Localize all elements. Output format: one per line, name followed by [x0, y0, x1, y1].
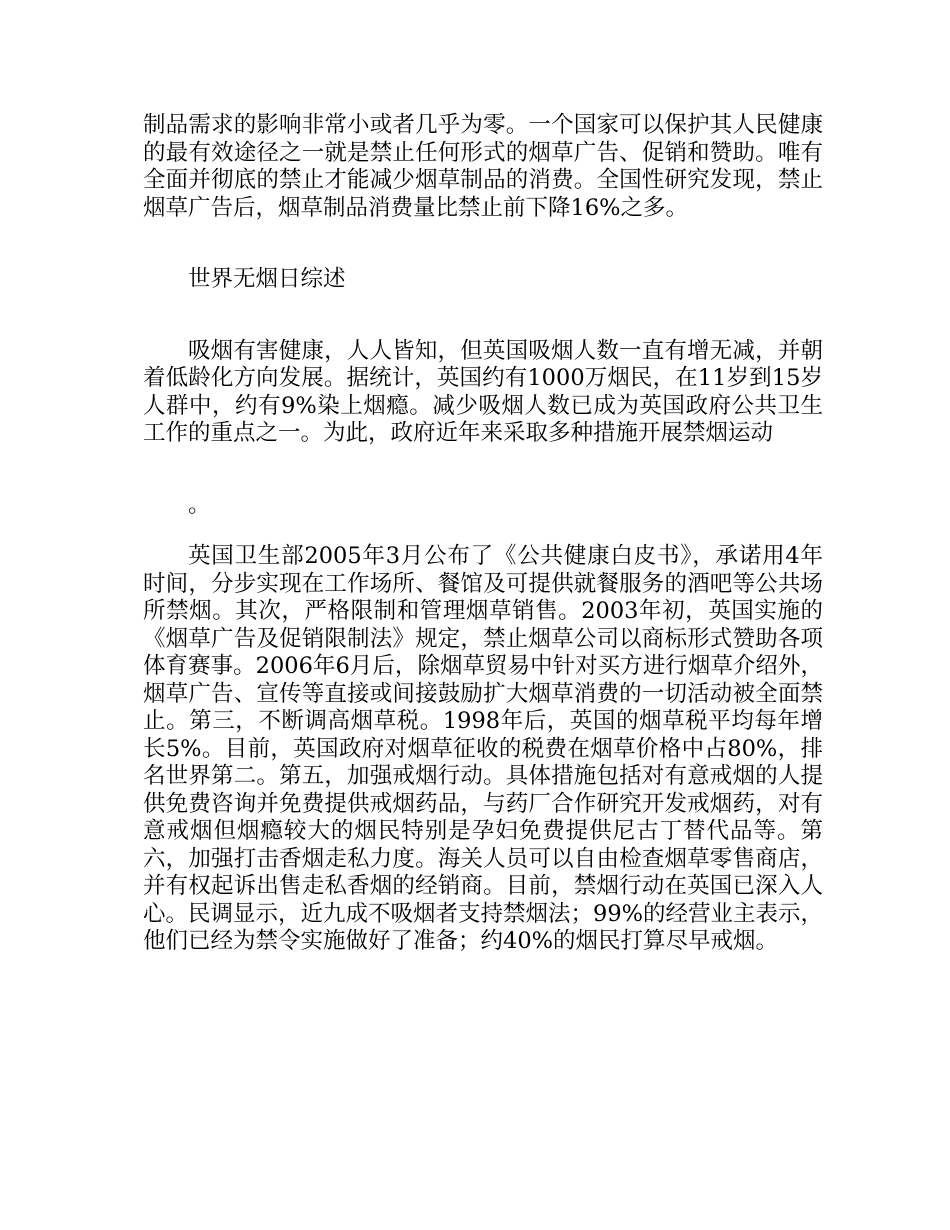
- paragraph-continuation: 制品需求的影响非常小或者几乎为零。一个国家可以保护其人民健康的最有效途径之一就是禁止任何形式的烟草广告、促销和赞助。唯有全面并彻底的禁止才能减少烟草制品的消费。全国性研究发现，禁止烟草广告后，烟草制品消费量比禁止前下降16%之多。: [143, 112, 823, 221]
- paragraph-uk-measures: 英国卫生部2005年3月公布了《公共健康白皮书》，承诺用4年时间，分步实现在工作场所、餐馆及可提供就餐服务的酒吧等公共场所禁烟。其次，严格限制和管理烟草销售。2003年初，英国实施的《烟草广告及促销限制法》规定，禁止烟草公司以商标形式赞助各项体育赛事。2006年6月后，除烟草贸易中针对买方进行烟草介绍外，烟草广告、宣传等直接或间接鼓励扩大烟草消费的一切活动被全面禁止。第三，不断调高烟草税。1998年后，英国的烟草税平均每年增长5%。目前，英国政府对烟草征收的税费在烟草价格中占80%，排名世界第二。第五，加强戒烟行动。具体措施包括对有意戒烟的人提供免费咨询并免费提供戒烟药品，与药厂合作研究开发戒烟药，对有意戒烟但烟瘾较大的烟民特别是孕妇免费提供尼古丁替代品等。第六，加强打击香烟走私力度。海关人员可以自由检查烟草零售商店，并有权起诉出售走私香烟的经销商。目前，禁烟行动在英国已深入人心。民调显示，近九成不吸烟者支持禁烟法；99%的经营业主表示，他们已经为禁令实施做好了准备；约40%的烟民打算尽早戒烟。: [143, 543, 824, 954]
- document-page: [143, 112, 823, 956]
- paragraph-uk-smoking: 吸烟有害健康，人人皆知，但英国吸烟人数一直有增无减，并朝着低龄化方向发展。据统计，英国约有1000万烟民，在11岁到15岁人群中，约有9%染上烟瘾。减少吸烟人数已成为英国政府公共卫生工作的重点之一。为此，政府近年来采取多种措施开展禁烟运动: [143, 337, 823, 446]
- paragraph-period: 。: [188, 491, 211, 518]
- section-heading: 世界无烟日综述: [188, 266, 346, 292]
